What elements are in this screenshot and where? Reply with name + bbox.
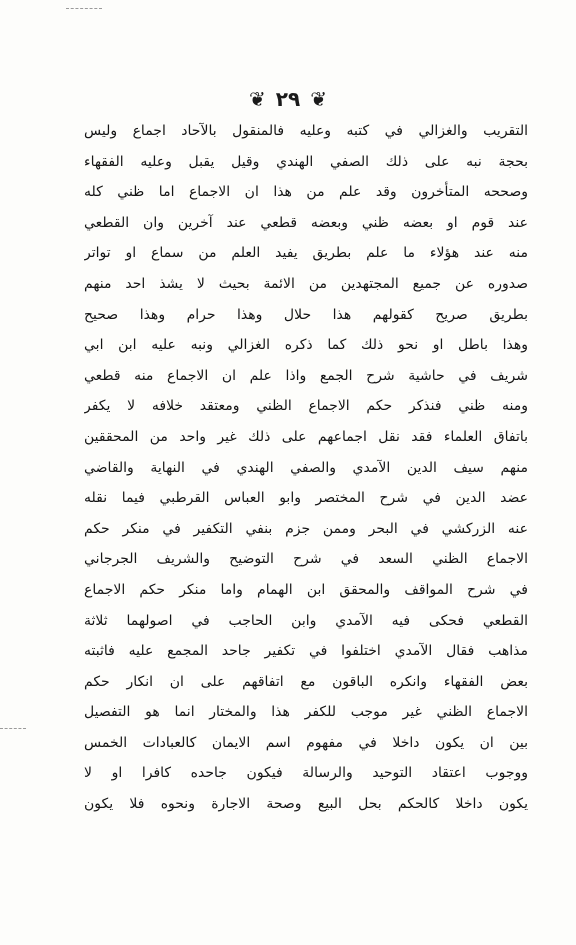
body-text bbox=[84, 116, 528, 820]
text-line: منهم سيف الدين الآمدي والصفي الهندي في النهاية والقاضي bbox=[84, 459, 528, 476]
text-line: شريف في حاشية شرح الجمع واذا علم ان الاجماع منه قطعي bbox=[84, 367, 528, 384]
text-line: في شرح المواقف والمحقق ابن الهمام واما منكر حكم الاجماع bbox=[84, 581, 528, 598]
text-line: ووجوب اعتقاد التوحيد والرسالة فيكون جاحده كافرا او لا bbox=[84, 765, 528, 782]
text-line: بعض الفقهاء وانكره الباقون مع اتفاقهم على ان انكار حكم bbox=[84, 673, 528, 690]
fleuron-icon: ❦ bbox=[310, 87, 327, 111]
text-line: بطريق صريح كقولهم هذا حلال وهذا حرام وهذا صحيح bbox=[84, 306, 528, 323]
text-line: عضد الدين في شرح المختصر وابو العباس القرطبي فيما نقله bbox=[84, 490, 528, 507]
text-line: منه عند هؤلاء ما علم بطريق يفيد العلم من سماع او تواتر bbox=[84, 245, 528, 262]
fleuron-icon: ❦ bbox=[249, 87, 266, 111]
text-line: ومنه ظني فنذكر حكم الاجماع الظني ومعتقد خلافه لا يكفر bbox=[84, 398, 528, 415]
text-line: بحجة نبه على ذلك الصفي الهندي وقيل يقبل وعليه الفقهاء bbox=[84, 153, 528, 170]
text-line: عنه الزركشي في البحر وممن جزم بنفي التكفير في منكر حكم bbox=[84, 520, 528, 537]
text-line: بين ان يكون داخلا في مفهوم اسم الايمان كالعبادات الخمس bbox=[84, 734, 528, 751]
text-line: وصححه المتأخرون وقد علم من هذا ان الاجماع اما ظني كله bbox=[84, 184, 528, 201]
scan-margin-mark bbox=[0, 728, 26, 729]
page-number: ٢٩ bbox=[275, 87, 301, 111]
scan-margin-mark bbox=[66, 8, 102, 9]
text-line: صدوره عن جميع المجتهدين من الائمة بحيث لا يشذ احد منهم bbox=[84, 275, 528, 292]
text-line: وهذا باطل او نحو ذلك كما ذكره الغزالي ونبه عليه ابن ابي bbox=[84, 337, 528, 354]
text-line: يكون داخلا كالحكم بحل البيع وصحة الاجارة ونحوه فلا يكون bbox=[84, 796, 528, 813]
page-header bbox=[0, 84, 576, 114]
text-line: القطعي فحكى فيه الآمدي وابن الحاجب في اصولهما ثلاثة bbox=[84, 612, 528, 629]
text-line: مذاهب فقال الآمدي اختلفوا في تكفير جاحد المجمع عليه فاثبته bbox=[84, 643, 528, 660]
text-line: عند قوم او بعضه ظني وبعضه قطعي عند آخرين وان القطعي bbox=[84, 214, 528, 231]
text-line: الاجماع الظني السعد في شرح التوضيح والشريف الجرجاني bbox=[84, 551, 528, 568]
text-line: الاجماع الظني غير موجب للكفر هذا والمختار انما هو التفصيل bbox=[84, 704, 528, 721]
text-line: التقريب والغزالي في كتبه وعليه فالمنقول بالآحاد اجماع وليس bbox=[84, 123, 528, 139]
text-line: باتفاق العلماء فقد نقل اجماعهم على ذلك غير واحد من المحققين bbox=[84, 428, 528, 445]
